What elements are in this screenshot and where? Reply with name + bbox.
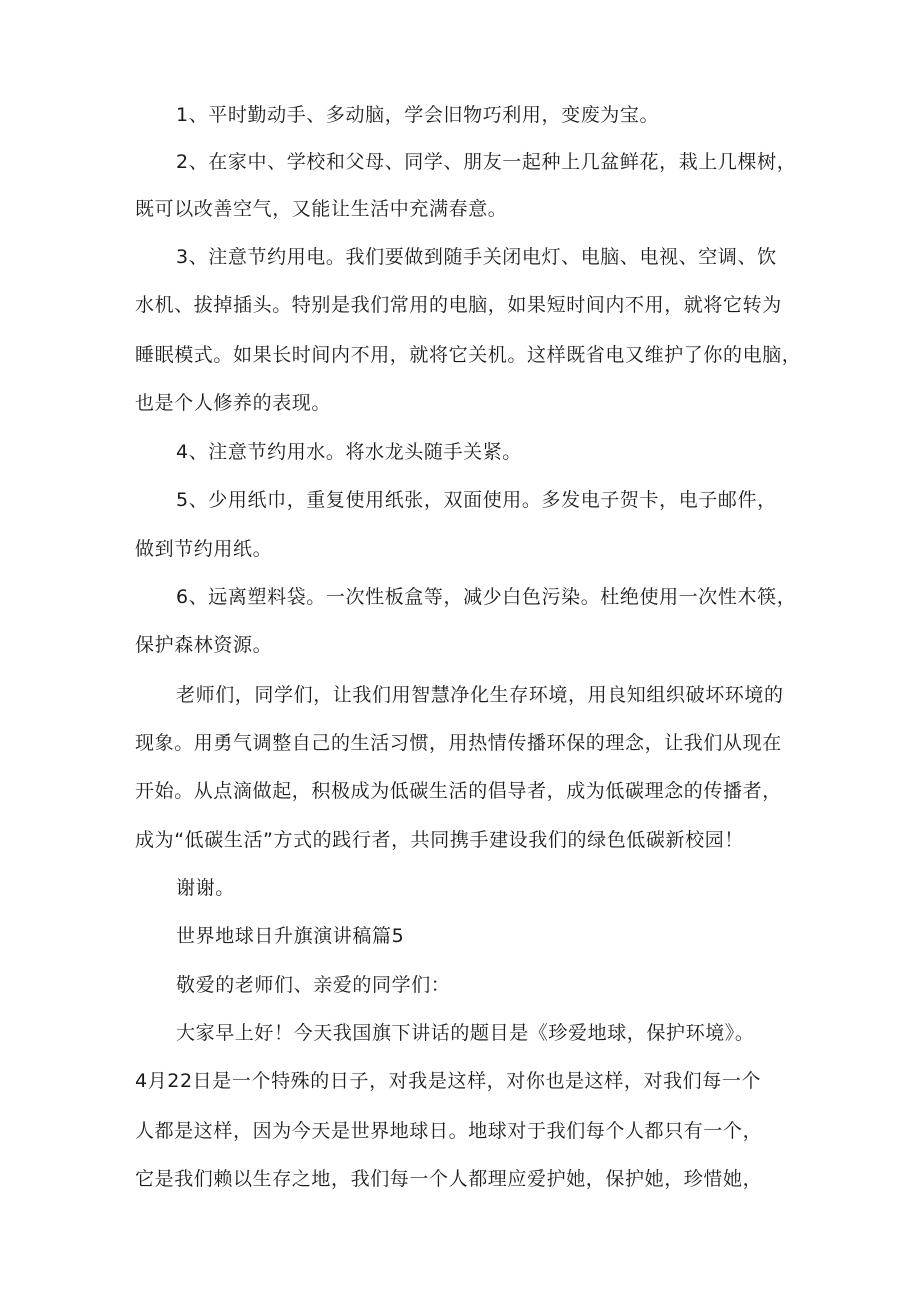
- text-line: 水机、拔掉插头。特别是我们常用的电脑，如果短时间内不用，就将它转为: [135, 294, 782, 316]
- text-line: 2、在家中、学校和父母、同学、朋友一起种上几盆鲜花，栽上几棵树，: [176, 151, 797, 173]
- text-line: 4月22日是一个特殊的日子，对我是这样，对你也是这样，对我们每一个: [135, 1070, 762, 1092]
- text-line: 既可以改善空气，又能让生活中充满春意。: [135, 198, 508, 220]
- text-line: 5、少用纸巾，重复使用纸张，双面使用。多发电子贺卡，电子邮件，: [176, 489, 777, 511]
- text-line: 敬爱的老师们、亲爱的同学们：: [176, 974, 451, 996]
- section-heading: 世界地球日升旗演讲稿篇5: [176, 925, 405, 947]
- text-line: 做到节约用纸。: [135, 538, 273, 560]
- text-line: 保护森林资源。: [135, 634, 273, 656]
- text-line: 老师们，同学们，让我们用智慧净化生存环境，用良知组织破坏环境的: [176, 684, 784, 706]
- text-line: 现象。用勇气调整自己的生活习惯，用热情传播环保的理念，让我们从现在: [135, 732, 782, 754]
- text-line: 开始。从点滴做起，积极成为低碳生活的倡导者，成为低碳理念的传播者，: [135, 780, 782, 802]
- text-line: 1、平时勤动手、多动脑，学会旧物巧利用，变废为宝。: [176, 104, 660, 126]
- text-line: 成为“低碳生活”方式的践行者，共同携手建设我们的绿色低碳新校园！: [135, 829, 744, 851]
- text-line: 它是我们赖以生存之地，我们每一个人都理应爱护她，保护她，珍惜她，: [135, 1168, 763, 1190]
- text-line: 睡眠模式。如果长时间内不用，就将它关机。这样既省电又维护了你的电脑，: [135, 344, 802, 366]
- text-line: 谢谢。: [176, 877, 235, 899]
- text-line: 大家早上好！今天我国旗下讲话的题目是《珍爱地球，保护环境》。: [176, 1022, 755, 1044]
- text-line: 也是个人修养的表现。: [135, 392, 332, 414]
- text-line: 4、注意节约用水。将水龙头随手关紧。: [176, 441, 522, 463]
- text-line: 人都是这样，因为今天是世界地球日。地球对于我们每个人都只有一个，: [135, 1120, 763, 1142]
- text-line: 3、注意节约用电。我们要做到随手关闭电灯、电脑、电视、空调、饮: [176, 246, 777, 268]
- text-line: 6、远离塑料袋。一次性板盒等，减少白色污染。杜绝使用一次性木筷，: [176, 586, 797, 608]
